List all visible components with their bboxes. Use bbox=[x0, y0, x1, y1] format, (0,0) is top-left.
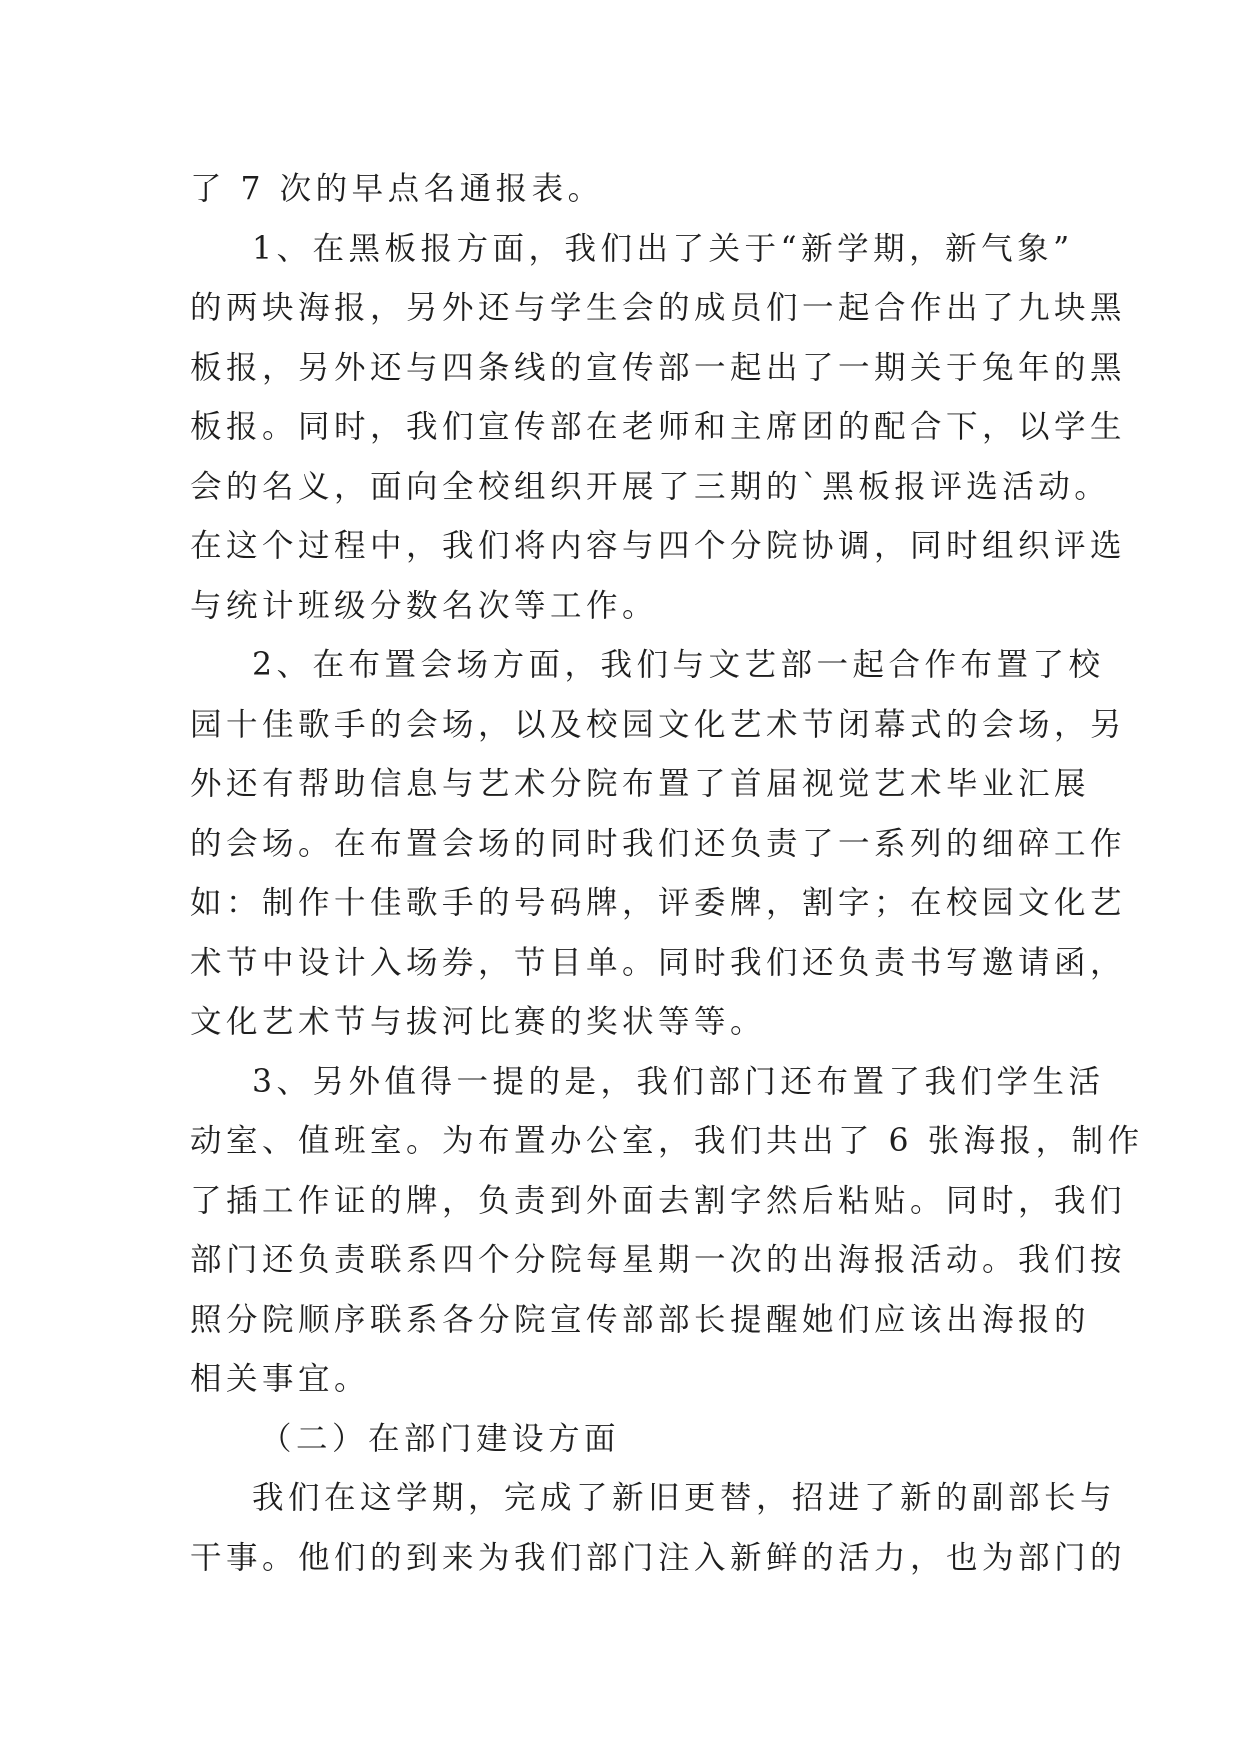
text-line: 文化艺术节与拔河比赛的奖状等等。 bbox=[190, 1004, 767, 1040]
text-line: 板报，另外还与四条线的宣传部一起出了一期关于兔年的黑 bbox=[190, 349, 1127, 386]
text-line: 干事。他们的到来为我们部门注入新鲜的活力，也为部门的 bbox=[190, 1539, 1127, 1576]
text-line: 外还有帮助信息与艺术分院布置了首届视觉艺术毕业汇展 bbox=[190, 766, 1091, 802]
text-line: 如：制作十佳歌手的号码牌，评委牌，割字；在校园文化艺 bbox=[190, 885, 1127, 921]
text-line: 术节中设计入场券，节目单。同时我们还负责书写邀请函， bbox=[190, 944, 1127, 981]
text-line: 板报。同时，我们宣传部在老师和主席团的配合下，以学生 bbox=[190, 409, 1127, 445]
text-line: 园十佳歌手的会场，以及校园文化艺术节闭幕式的会场，另 bbox=[190, 706, 1127, 743]
paragraph-3-heading-line: 3、另外值得一提的是，我们部门还布置了我们学生活 bbox=[252, 1063, 1105, 1100]
paragraph-2-heading-line: 2、在布置会场方面，我们与文艺部一起合作布置了校 bbox=[252, 647, 1105, 683]
section-heading: （二）在部门建设方面 bbox=[260, 1420, 621, 1457]
text-line: 了 7 次的早点名通报表。 bbox=[190, 171, 604, 207]
text-line: 的两块海报，另外还与学生会的成员们一起合作出了九块黑 bbox=[190, 290, 1127, 326]
text-line: 会的名义，面向全校组织开展了三期的`黑板报评选活动。 bbox=[190, 468, 1111, 505]
text-line: 动室、值班室。为布置办公室，我们共出了 6 张海报，制作 bbox=[190, 1123, 1144, 1159]
text-line: 照分院顺序联系各分院宣传部部长提醒她们应该出海报的 bbox=[190, 1301, 1091, 1338]
paragraph-1-heading-line: 1、在黑板报方面，我们出了关于“新学期，新气象” bbox=[252, 230, 1074, 267]
text-line: 相关事宜。 bbox=[190, 1361, 371, 1397]
text-line: 的会场。在布置会场的同时我们还负责了一系列的细碎工作 bbox=[190, 825, 1127, 862]
text-line: 在这个过程中，我们将内容与四个分院协调，同时组织评选 bbox=[190, 528, 1127, 564]
text-line: 部门还负责联系四个分院每星期一次的出海报活动。我们按 bbox=[190, 1242, 1127, 1278]
document-body bbox=[190, 160, 1144, 1588]
text-line: 了插工作证的牌，负责到外面去割字然后粘贴。同时，我们 bbox=[190, 1182, 1127, 1219]
text-line: 与统计班级分数名次等工作。 bbox=[190, 587, 659, 624]
text-line: 我们在这学期，完成了新旧更替，招进了新的副部长与 bbox=[252, 1480, 1117, 1516]
